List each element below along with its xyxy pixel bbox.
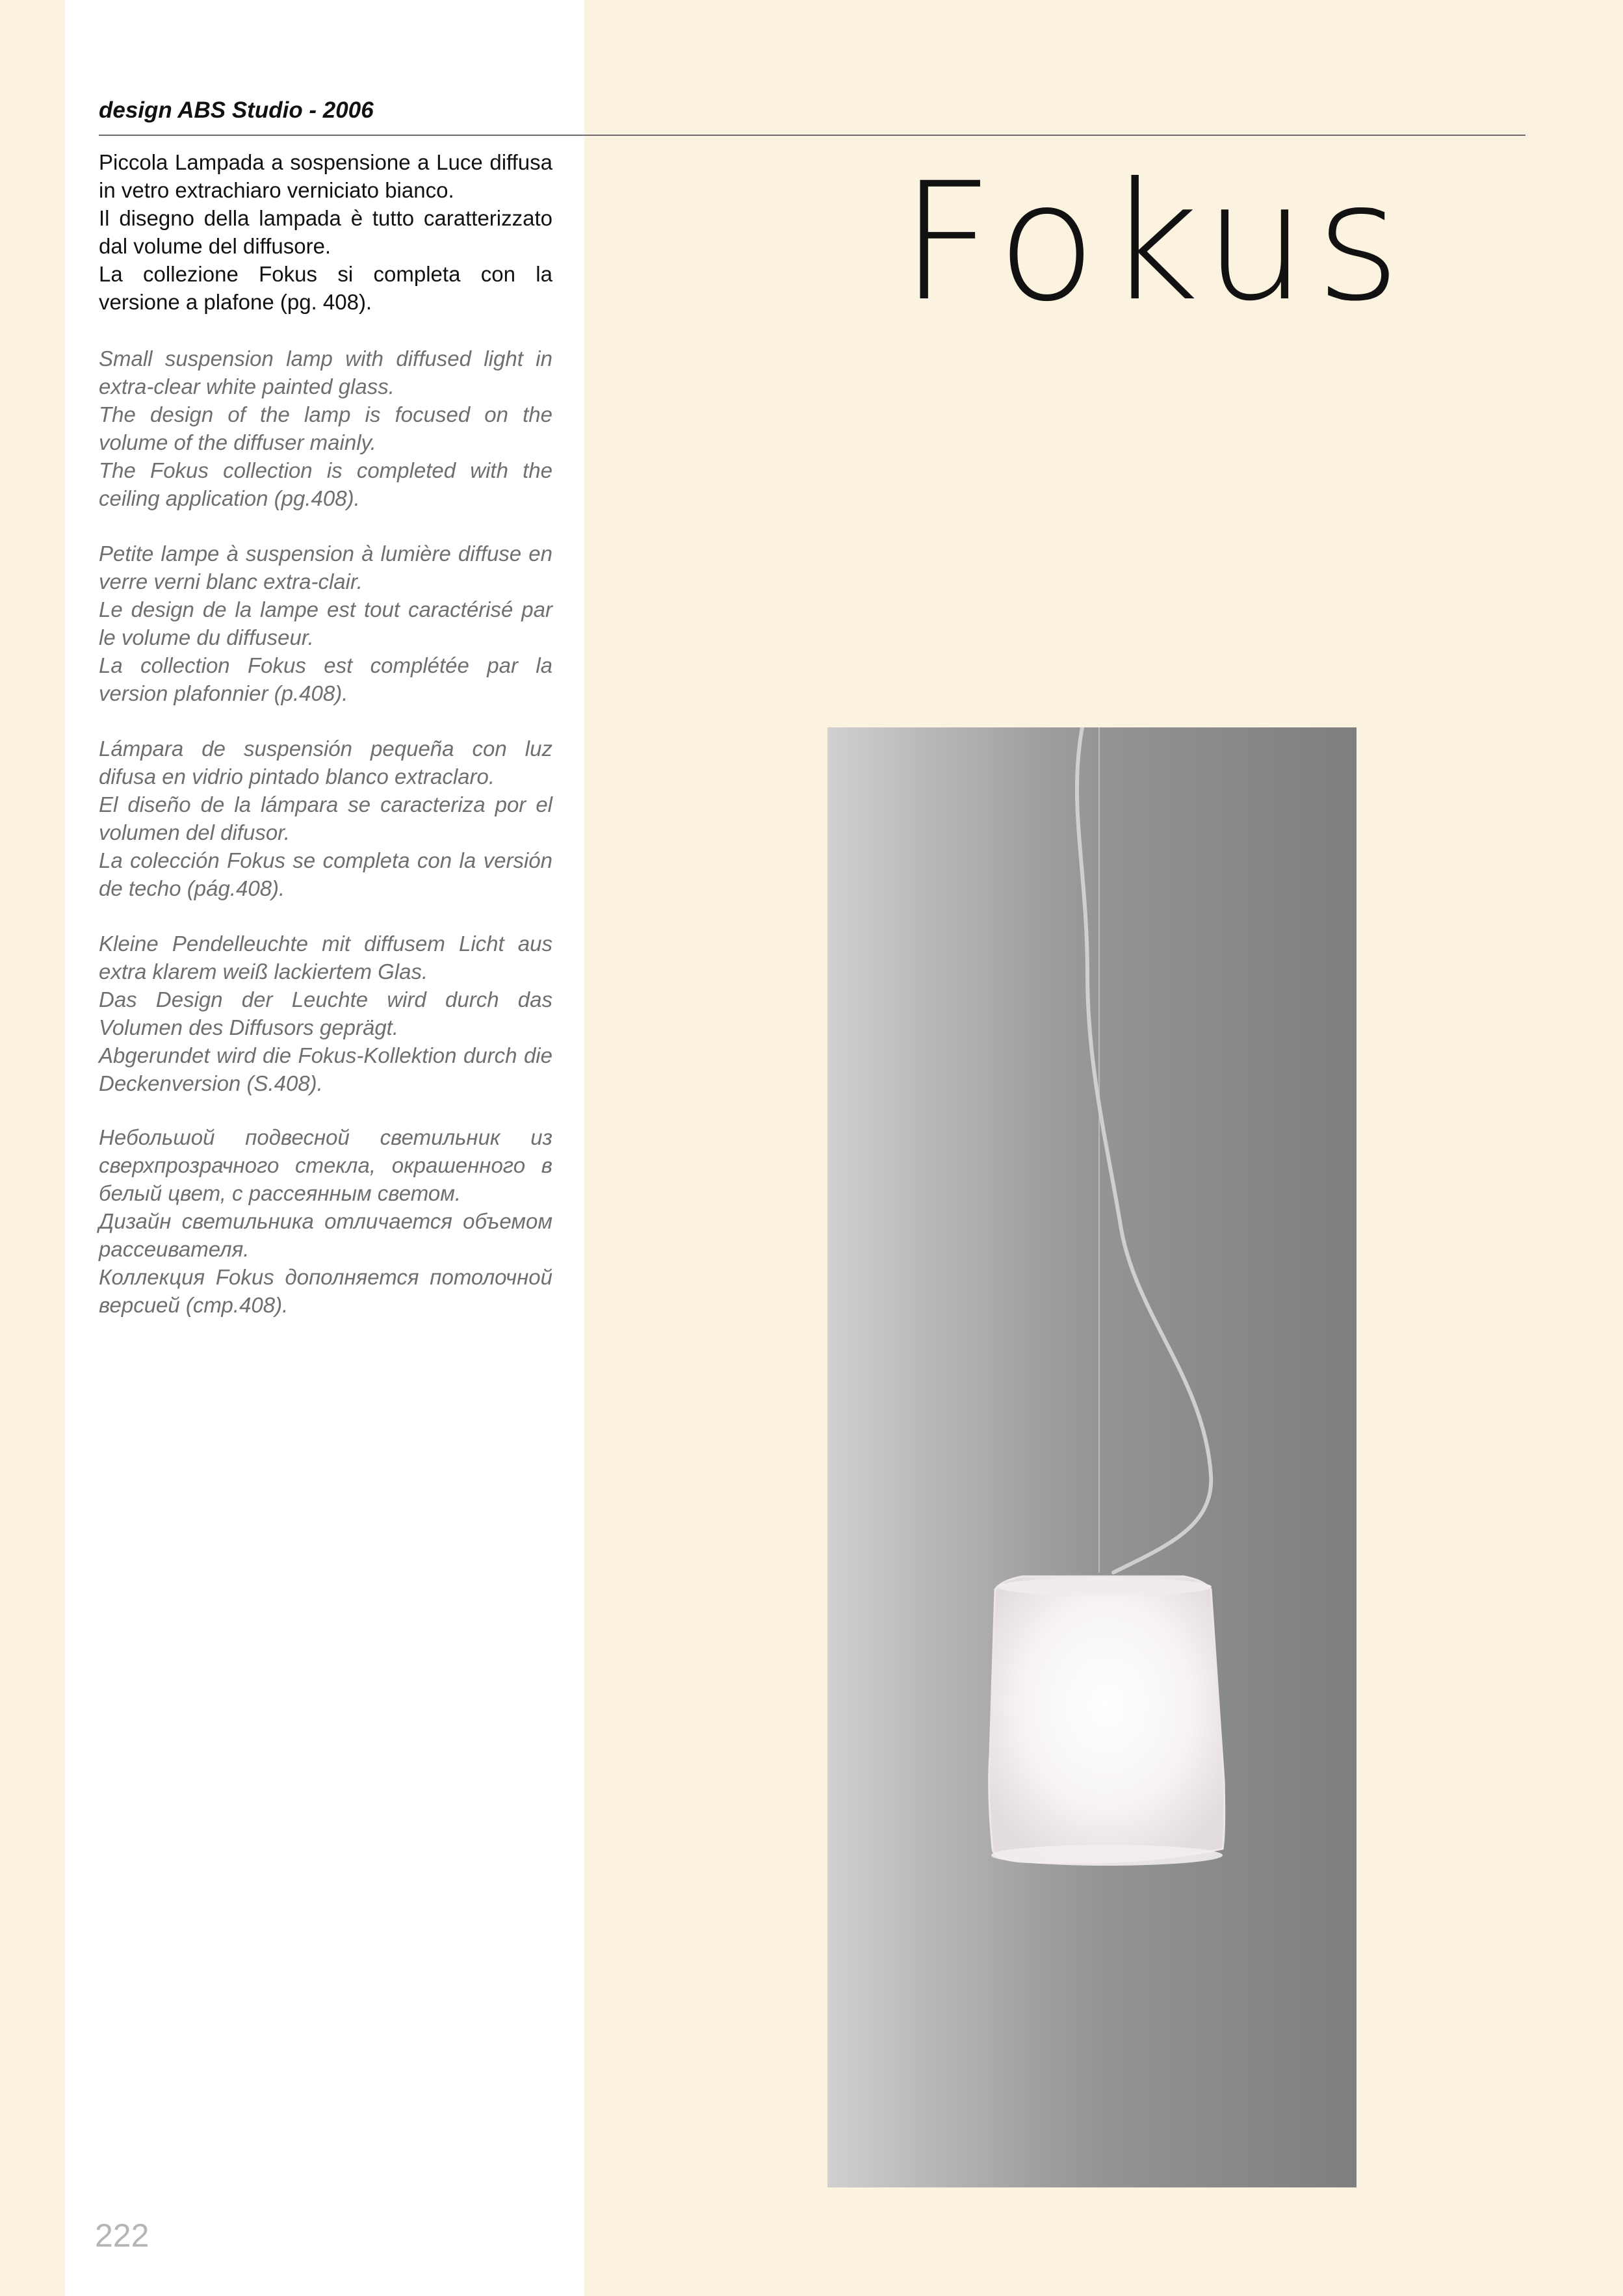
description-line: Le design de la lampe est tout caractérisé par le volume du diffuseur. xyxy=(99,597,552,649)
description-german xyxy=(99,930,552,1097)
page-number: 222 xyxy=(95,2217,149,2254)
description-line: The Fokus collection is completed with the ceiling application (pg.408). xyxy=(99,458,552,510)
description-english xyxy=(99,345,552,512)
description-line: El diseño de la lámpara se caracteriza por el volumen del difusor. xyxy=(99,792,552,844)
diffuser-bottom-rim xyxy=(991,1845,1223,1866)
glass-diffuser xyxy=(989,1576,1225,1862)
description-line: Il disegno della lampada è tutto caratterizzato dal volume del diffusore. xyxy=(99,206,552,258)
description-line: Kleine Pendelleuchte mit diffusem Licht aus extra klarem weiß lackiertem Glas. xyxy=(99,932,552,984)
left-margin xyxy=(0,0,65,2296)
description-line: Piccola Lampada a sospensione a Luce diffusa in vetro extrachiaro verniciato bianco. xyxy=(99,150,552,202)
description-line: Небольшой подвесной светильник из сверхпрозрачного стекла, окрашенного в белый цвет, с рассеянным светом. xyxy=(99,1125,552,1205)
description-line: Abgerundet wird die Fokus-Kollektion durch die Deckenversion (S.408). xyxy=(99,1043,552,1095)
pendant-lamp-illustration xyxy=(827,727,1357,2187)
description-italian xyxy=(99,148,552,316)
product-title: Fokus xyxy=(900,148,1410,337)
header-rule xyxy=(99,135,1526,136)
design-credit: design ABS Studio - 2006 xyxy=(99,98,374,123)
description-line: Коллекция Fokus дополняется потолочной версией (стр.408). xyxy=(99,1265,552,1317)
description-line: Дизайн светильника отличается объемом рассеивателя. xyxy=(99,1209,552,1261)
description-spanish xyxy=(99,735,552,902)
description-line: La collezione Fokus si completa con la versione a plafone (pg. 408). xyxy=(99,262,552,314)
diffuser-top-rim xyxy=(997,1578,1212,1596)
description-line: La colección Fokus se completa con la versión de techo (pág.408). xyxy=(99,848,552,900)
product-photo xyxy=(827,727,1357,2187)
description-line: The design of the lamp is focused on the volume of the diffuser mainly. xyxy=(99,402,552,454)
description-russian xyxy=(99,1123,552,1319)
description-line: Lámpara de suspensión pequeña con luz difusa en vidrio pintado blanco extraclaro. xyxy=(99,737,552,789)
wall-highlight xyxy=(827,727,1100,2187)
description-line: La collection Fokus est complétée par la version plafonnier (p.408). xyxy=(99,653,552,705)
description-line: Small suspension lamp with diffused light in extra-clear white painted glass. xyxy=(99,346,552,398)
description-line: Das Design der Leuchte wird durch das Volumen des Diffusors geprägt. xyxy=(99,987,552,1039)
description-line: Petite lampe à suspension à lumière diffuse en verre verni blanc extra-clair. xyxy=(99,541,552,594)
description-french xyxy=(99,540,552,707)
